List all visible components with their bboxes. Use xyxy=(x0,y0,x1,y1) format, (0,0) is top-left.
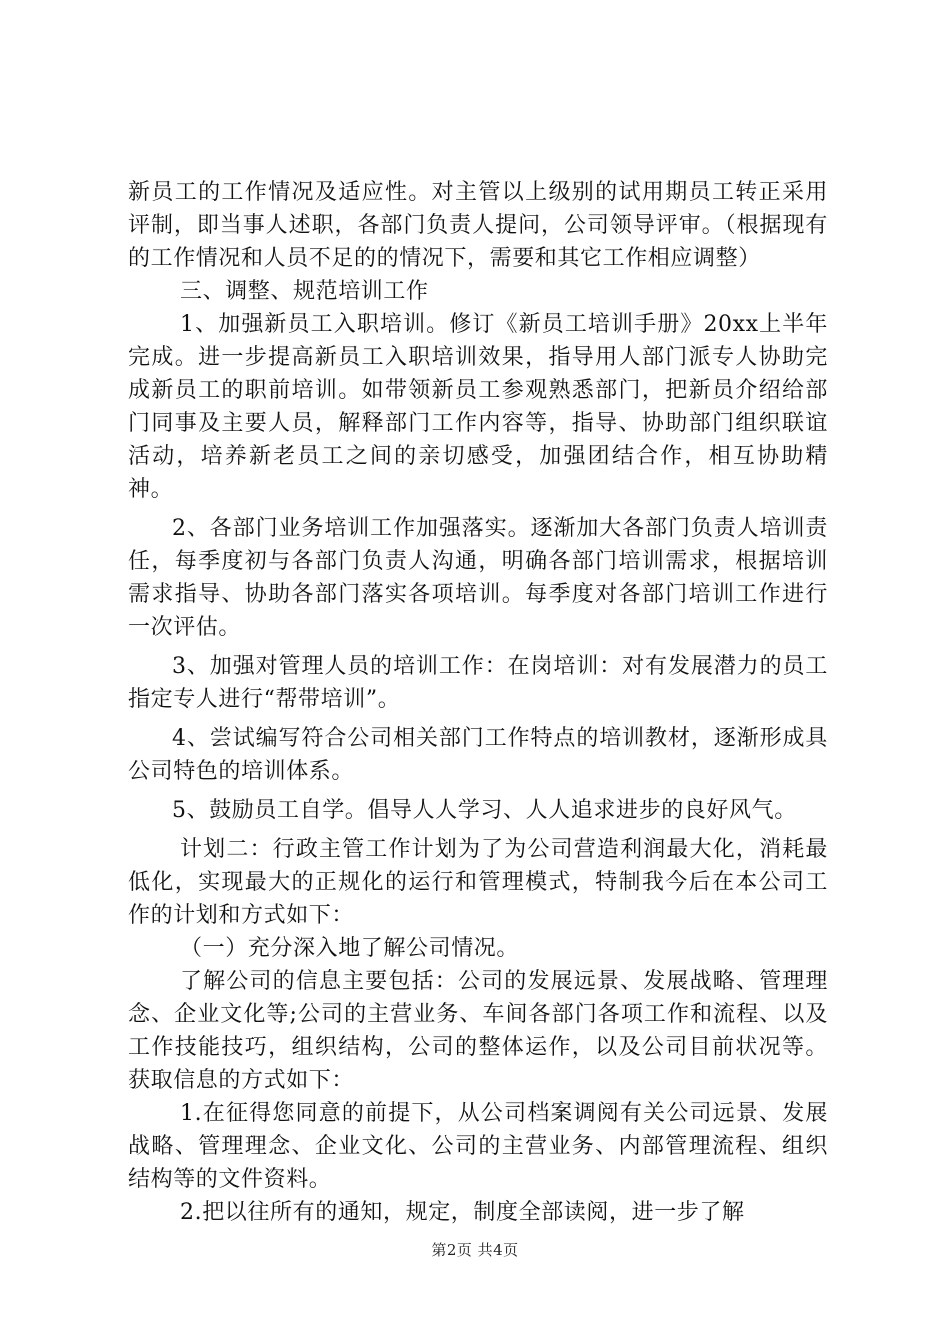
section-heading-understand-company: （一）充分深入地了解公司情况。 xyxy=(180,936,520,961)
section-heading-training: 三、调整、规范培训工作 xyxy=(180,279,429,304)
paragraph-item-3: 3、加强对管理人员的培训工作：在岗培训：对有发展潜力的员工指定专人进行“帮带培训”。 xyxy=(128,654,828,712)
paragraph-method-1: 1.在征得您同意的前提下，从公司档案调阅有关公司远景、发展战略、管理理念、企业文化、公司的主营业务、内部管理流程、组织结构等的文件资料。 xyxy=(128,1101,828,1192)
paragraph-continuation: 新员工的工作情况及适应性。对主管以上级别的试用期员工转正采用评制，即当事人述职，各部门负责人提问，公司领导评审。（根据现有的工作情况和人员不足的的情况下，需要和其它工作相应调整） xyxy=(128,180,828,271)
paragraph-item-2: 2、各部门业务培训工作加强落实。逐渐加大各部门负责人培训责任，每季度初与各部门负责人沟通，明确各部门培训需求，根据培训需求指导、协助各部门落实各项培训。每季度对各部门培训工作进行一次评估。 xyxy=(128,516,828,640)
paragraph-company-info: 了解公司的信息主要包括：公司的发展远景、发展战略、管理理念、企业文化等;公司的主营业务、车间各部门各项工作和流程、以及工作技能技巧，组织结构，公司的整体运作，以及公司目前状况等。获取信息的方式如下： xyxy=(128,969,828,1093)
paragraph-item-5: 5、鼓励员工自学。倡导人人学习、人人追求进步的良好风气。 xyxy=(172,798,797,823)
paragraph-item-4: 4、尝试编写符合公司相关部门工作特点的培训教材，逐渐形成具公司特色的培训体系。 xyxy=(128,726,828,784)
paragraph-method-2: 2.把以往所有的通知，规定，制度全部读阅，进一步了解 xyxy=(180,1200,745,1225)
page-number-footer: 第2页 共4页 xyxy=(431,1241,519,1259)
paragraph-plan-two: 计划二：行政主管工作计划为了为公司营造利润最大化，消耗最低化，实现最大的正规化的运行和管理模式，特制我今后在本公司工作的计划和方式如下： xyxy=(128,837,828,928)
paragraph-item-1: 1、加强新员工入职培训。修订《新员工培训手册》20xx上半年完成。进一步提高新员工入职培训效果，指导用人部门派专人协助完成新员工的职前培训。如带领新员工参观熟悉部门，把新员介绍给部门同事及主要人员，解释部门工作内容等，指导、协助部门组织联谊活动，培养新老员工之间的亲切感受，加强团结合作，相互协助精神。 xyxy=(128,312,828,502)
document-body xyxy=(128,176,828,1229)
